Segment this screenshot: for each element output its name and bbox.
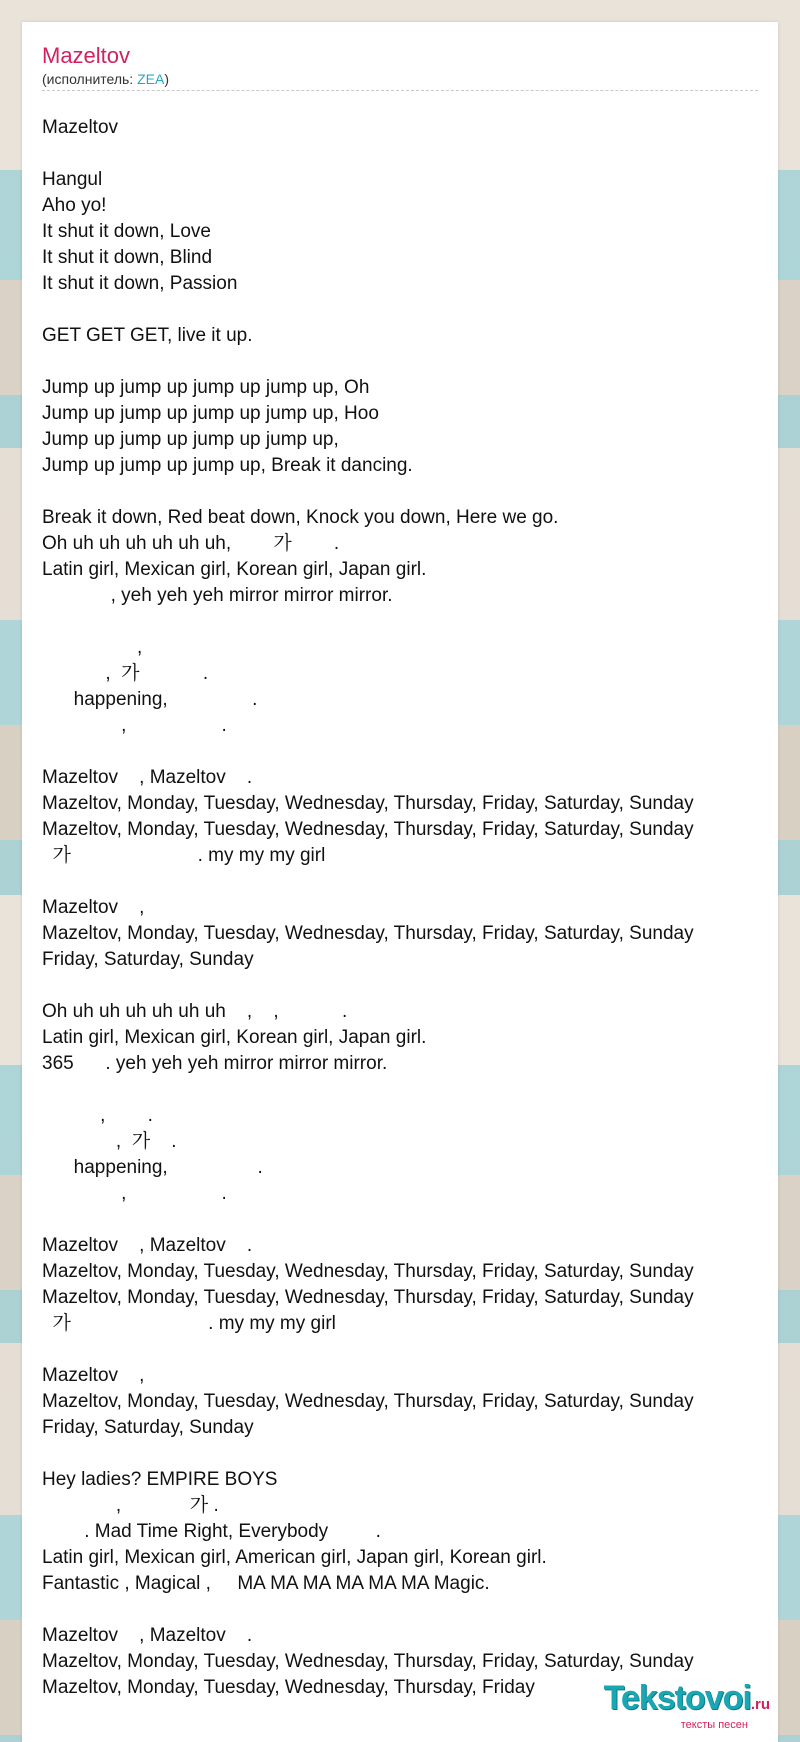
watermark-logo xyxy=(604,1680,770,1723)
lyric-line: Break it down, Red beat down, Knock you down, Here we go. xyxy=(42,507,559,528)
lyric-line xyxy=(42,973,772,999)
lyric-line: , . xyxy=(42,1105,153,1126)
lyric-line: , . xyxy=(42,1183,227,1204)
lyric-line: Mazeltov, Monday, Tuesday, Wednesday, Thursday, Friday xyxy=(42,1677,535,1698)
lyric-line: It shut it down, Blind xyxy=(42,247,213,268)
lyric-line: Mazeltov , Mazeltov . xyxy=(42,1235,253,1256)
artist-line xyxy=(42,70,758,88)
lyric-line: Mazeltov , Mazeltov . xyxy=(42,767,253,788)
lyric-line: Mazeltov, Monday, Tuesday, Wednesday, Thursday, Friday, Saturday, Sunday xyxy=(42,819,694,840)
lyrics-card xyxy=(22,22,778,1742)
lyric-line xyxy=(42,141,772,167)
lyric-line: GET GET GET, live it up. xyxy=(42,325,253,346)
lyric-line: It shut it down, Passion xyxy=(42,273,238,294)
lyric-line xyxy=(42,1207,772,1233)
song-header xyxy=(42,42,758,91)
lyric-line: Mazeltov, Monday, Tuesday, Wednesday, Thursday, Friday, Saturday, Sunday xyxy=(42,923,694,944)
lyric-line: Mazeltov , xyxy=(42,1365,145,1386)
lyric-line: Mazeltov, Monday, Tuesday, Wednesday, Thursday, Friday, Saturday, Sunday xyxy=(42,1287,694,1308)
lyric-line: 365 . yeh yeh yeh mirror mirror mirror. xyxy=(42,1053,388,1074)
lyric-line: Aho yo! xyxy=(42,195,107,216)
lyric-line: Latin girl, Mexican girl, American girl, Japan girl, Korean girl. xyxy=(42,1547,547,1568)
lyric-line xyxy=(42,1441,772,1467)
lyric-line xyxy=(42,1077,772,1103)
lyrics-text xyxy=(42,115,772,1701)
lyric-line xyxy=(42,609,772,635)
watermark-subtitle: тексты песен xyxy=(680,1719,748,1731)
lyric-line: Latin girl, Mexican girl, Korean girl, Japan girl. xyxy=(42,559,427,580)
lyric-line: Mazeltov, Monday, Tuesday, Wednesday, Thursday, Friday, Saturday, Sunday xyxy=(42,1651,694,1672)
lyric-line: , 가 . xyxy=(42,1495,219,1516)
lyric-line: Mazeltov, Monday, Tuesday, Wednesday, Thursday, Friday, Saturday, Sunday xyxy=(42,1391,694,1412)
lyric-line: , yeh yeh yeh mirror mirror mirror. xyxy=(42,585,393,606)
watermark-tld: .ru xyxy=(750,1696,770,1713)
lyric-line: Mazeltov xyxy=(42,117,119,138)
lyric-line xyxy=(42,1337,772,1363)
lyric-line: Jump up jump up jump up jump up, Oh xyxy=(42,377,370,398)
lyric-line: It shut it down, Love xyxy=(42,221,211,242)
lyric-line xyxy=(42,349,772,375)
lyric-line: Jump up jump up jump up jump up, Hoo xyxy=(42,403,379,424)
lyric-line: Mazeltov, Monday, Tuesday, Wednesday, Thursday, Friday, Saturday, Sunday xyxy=(42,1261,694,1282)
lyric-line: , . xyxy=(42,715,227,736)
lyric-line: Mazeltov , Mazeltov . xyxy=(42,1625,253,1646)
watermark-brand: Tekstovoi xyxy=(603,1679,751,1717)
lyric-line: Friday, Saturday, Sunday xyxy=(42,949,254,970)
lyric-line: 가 . my my my girl xyxy=(42,1313,336,1334)
artist-link[interactable]: ZEA xyxy=(137,71,165,87)
lyric-line xyxy=(42,297,772,323)
lyric-line: Friday, Saturday, Sunday xyxy=(42,1417,254,1438)
lyric-line xyxy=(42,869,772,895)
lyric-line: Jump up jump up jump up, Break it dancing. xyxy=(42,455,413,476)
lyric-line: happening, . xyxy=(42,1157,263,1178)
lyric-line: Fantastic , Magical , MA MA MA MA MA MA Magic. xyxy=(42,1573,490,1594)
lyric-line: Oh uh uh uh uh uh uh, 가 . xyxy=(42,533,340,554)
artist-suffix: ) xyxy=(164,71,169,87)
lyric-line xyxy=(42,479,772,505)
artist-prefix: (исполнитель: xyxy=(42,71,138,87)
lyric-line: . Mad Time Right, Everybody . xyxy=(42,1521,381,1542)
lyric-line: Mazeltov, Monday, Tuesday, Wednesday, Thursday, Friday, Saturday, Sunday xyxy=(42,793,694,814)
lyric-line: , 가 . xyxy=(42,663,209,684)
lyric-line: Mazeltov , xyxy=(42,897,145,918)
lyric-line: Hey ladies? EMPIRE BOYS xyxy=(42,1469,278,1490)
lyric-line: , xyxy=(42,637,143,658)
lyric-line: happening, . xyxy=(42,689,258,710)
lyric-line xyxy=(42,739,772,765)
lyric-line: 가 . my my my girl xyxy=(42,845,326,866)
lyric-line xyxy=(42,1597,772,1623)
lyric-line: Oh uh uh uh uh uh uh , , . xyxy=(42,1001,348,1022)
lyric-line: Hangul xyxy=(42,169,103,190)
lyric-line: , 가 . xyxy=(42,1131,177,1152)
site-watermark xyxy=(604,1680,770,1731)
song-title: Mazeltov xyxy=(42,43,131,68)
lyric-line: Latin girl, Mexican girl, Korean girl, Japan girl. xyxy=(42,1027,427,1048)
lyric-line: Jump up jump up jump up jump up, xyxy=(42,429,339,450)
